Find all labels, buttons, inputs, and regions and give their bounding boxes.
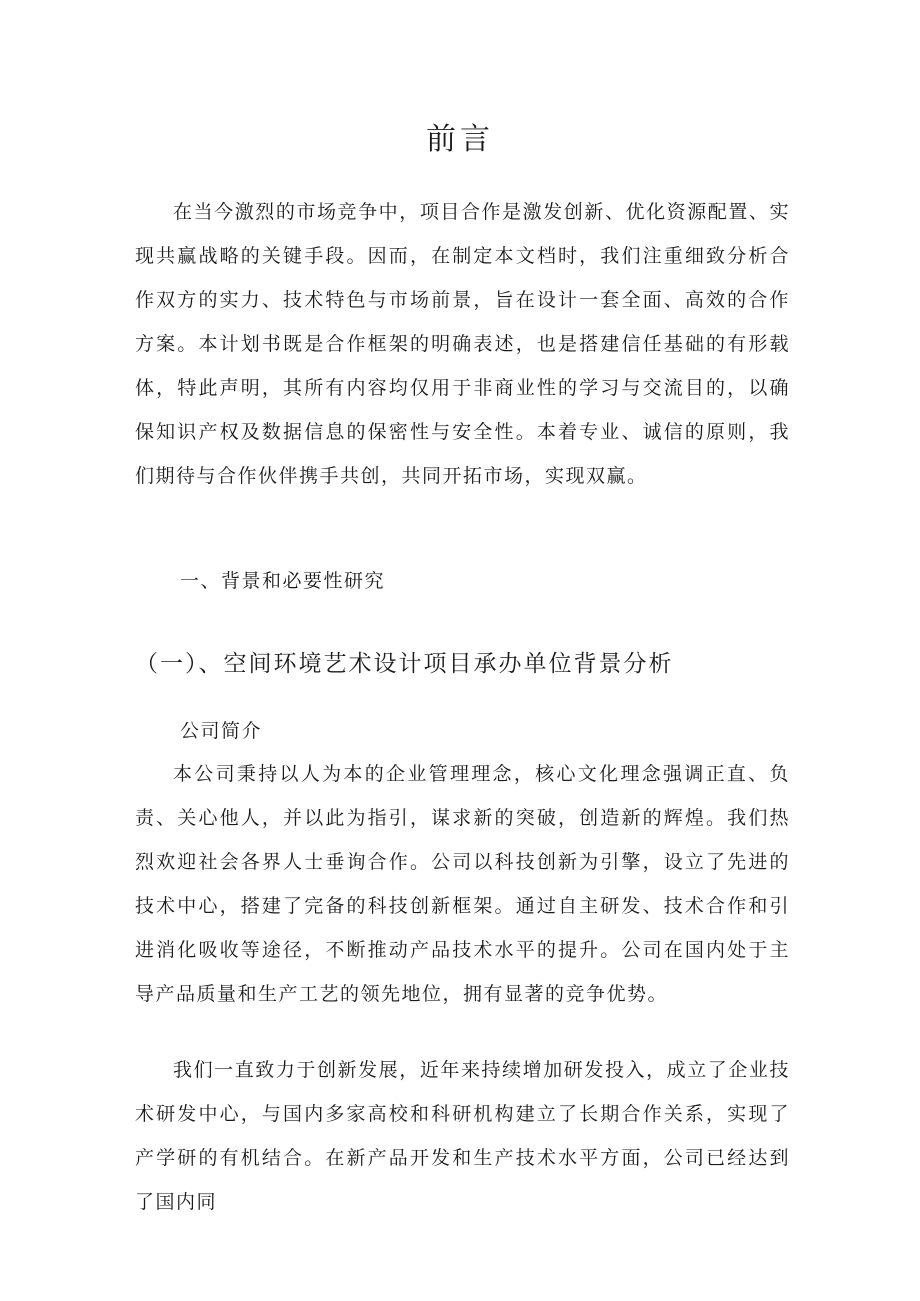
preface-paragraph: 在当今激烈的市场竞争中，项目合作是激发创新、优化资源配置、实现共赢战略的关键手段。因而，在制定本文档时，我们注重细致分析合作双方的实力、技术特色与市场前景，旨在设计一套全面、高效的合作方案。本计划书既是合作框架的明确表述，也是搭建信任基础的有形载体，特此声明，其所有内容均仅用于非商业性的学习与交流目的，以确保知识产权及数据信息的保密性与安全性。本着专业、诚信的原则，我们期待与合作伙伴携手共创，共同开拓市场，实现双赢。 (135, 201, 790, 487)
chapter-heading: 一、背景和必要性研究 (180, 570, 386, 592)
company-paragraph-2: 我们一直致力于创新发展，近年来持续增加研发投入，成立了企业技术研发中心，与国内多家高校和科研机构建立了长期合作关系，实现了产学研的有机结合。在新产品开发和生产技术水平方面，公司已经达到了国内同 (135, 1059, 790, 1213)
document-title: 前言 (426, 122, 494, 157)
company-paragraph-1: 本公司秉持以人为本的企业管理理念，核心文化理念强调正直、负责、关心他人，并以此为指引，谋求新的突破，创造新的辉煌。我们热烈欢迎社会各界人士垂询合作。公司以科技创新为引擎，设立了先进的技术中心，搭建了完备的科技创新框架。通过自主研发、技术合作和引进消化吸收等途径，不断推动产品技术水平的提升。公司在国内处于主导产品质量和生产工艺的领先地位，拥有显著的竞争优势。 (135, 763, 790, 1005)
section-heading: （一）、空间环境艺术设计项目承办单位背景分析 (135, 651, 674, 677)
subsection-heading: 公司简介 (180, 720, 263, 742)
